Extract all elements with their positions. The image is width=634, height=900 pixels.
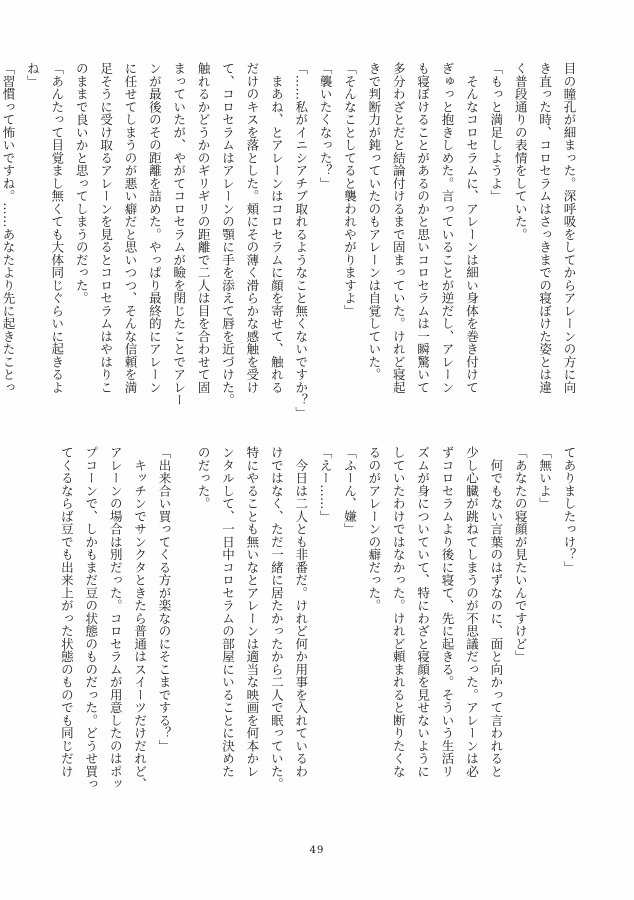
page-number: 49	[309, 845, 325, 856]
text-column: まっていたが、やがてコロセラムが瞼を閉じたことでアレー	[171, 62, 187, 407]
text-column: てありましたっけ？」	[562, 446, 577, 574]
text-column: 「あんたって目覚まし無くても大体同じぐらいに起きるよ	[49, 62, 65, 394]
text-tier-top	[1, 62, 578, 419]
text-column: ぎゅっと抱きしめた。言っていることが逆だし、アレーン	[440, 62, 456, 394]
text-column: 少し心臓が跳ねてしまうのが不思議だった。アレーンは必	[464, 446, 480, 778]
text-tier-bottom	[60, 446, 578, 792]
text-column: ンが最後のその距離を詰めた。やっぱり最終的にアレーン	[147, 62, 163, 394]
text-column: き直った時、コロセラムはさっきまでの寝ぼけた姿とは違	[537, 62, 553, 394]
text-column: 何でもない言葉のはずなのに、面と向かって言われると	[488, 446, 504, 778]
text-column: ね」	[25, 62, 41, 88]
text-column: 「出来合い買ってくる方が楽なのにそこまでする？」	[156, 446, 172, 752]
text-column: キッチンでサンクタときたら普通はスイーツだけだれど、	[132, 446, 148, 791]
text-column: 「えー……」	[318, 446, 334, 523]
text-column: 「習慣って怖いですね。……あなたより先に起きたことっ	[1, 62, 17, 394]
text-column: のだった。	[196, 446, 212, 510]
text-column: けではなく、ただ一緒に居たかったから二人で眠っていた。	[269, 446, 285, 791]
text-column: く普段通りの表情をしていた。	[513, 62, 529, 241]
text-column: 「襲いたくなった？」	[318, 62, 334, 190]
text-column: アレーンの場合は別だった。コロセラムが用意したのはポッ	[108, 446, 124, 791]
text-column: てくるならば豆でも出来上がった状態のものでも同じだけ	[59, 446, 75, 778]
text-column: 足そうに受け取るアレーンを見るとコロセラムはやはりこ	[98, 62, 114, 394]
text-column: 「無いよ」	[537, 446, 553, 510]
text-column: るのがアレーンの癖だった。	[366, 446, 382, 612]
text-column: 「そんなことしてると襲われやがりますよ」	[342, 62, 358, 317]
text-column: 「もっと満足しようよ」	[488, 62, 504, 203]
text-column: のままで良いかと思ってしまうのだった。	[74, 62, 90, 305]
text-column: きで判断力が鈍っていたのもアレーンは自覚していた。	[366, 62, 382, 381]
text-column: ずコロセラムより後に寝て、先に起きる。そういう生活リ	[440, 446, 456, 778]
text-column: 特にやることも無いなとアレーンは適当な映画を何本かレ	[244, 446, 260, 778]
text-column: 「あなたの寝顔が見たいんですけど」	[513, 446, 529, 663]
text-column: ズムが身についていて、特にわざと寝顔を見せないように	[415, 446, 431, 778]
text-column: だけのキスを落とした。頬にその薄く滑らかな感触を受け	[244, 62, 260, 394]
text-column: 目の瞳孔が細まった。深呼吸をしてからアレーンの方に向	[562, 62, 577, 394]
text-column: まあね、とアレーンはコロセラムに顔を寄せて、触れる	[269, 62, 285, 394]
text-column: そんなコロセラムに、アレーンは細い身体を巻き付けて	[464, 62, 480, 394]
text-column: て、コロセラムはアレーンの顎に手を添えて唇を近づけた。	[220, 62, 236, 407]
text-column: プコーンで、しかもまだ豆の状態のものだった。どうせ買っ	[83, 446, 99, 791]
text-column: 「……私がイニシアチブ取れるようなこと無くないですか？」	[293, 62, 309, 419]
text-column: 「ふーん、嫌」	[342, 446, 358, 536]
text-column: していたわけではなかった。けれど頼まれると断りたくな	[391, 446, 407, 778]
text-column: ンタルして、一日中コロセラムの部屋にいることに決めた	[220, 446, 236, 778]
text-column: に任せてしまうのが悪い癖だと思いつつ、そんな信頼を満	[122, 62, 138, 394]
text-column: 触れるかどうかのギリギリの距離で二人は目を合わせて固	[196, 62, 212, 394]
text-column: 今日は二人とも非番だ。けれど何か用事を入れているわ	[293, 446, 309, 778]
text-column: も寝ぼけることがあるのかと思いコロセラムは一瞬驚いて	[415, 62, 431, 394]
text-column: 多分わざとだと結論付けるまで固まっていた。けれど寝起	[391, 62, 407, 394]
